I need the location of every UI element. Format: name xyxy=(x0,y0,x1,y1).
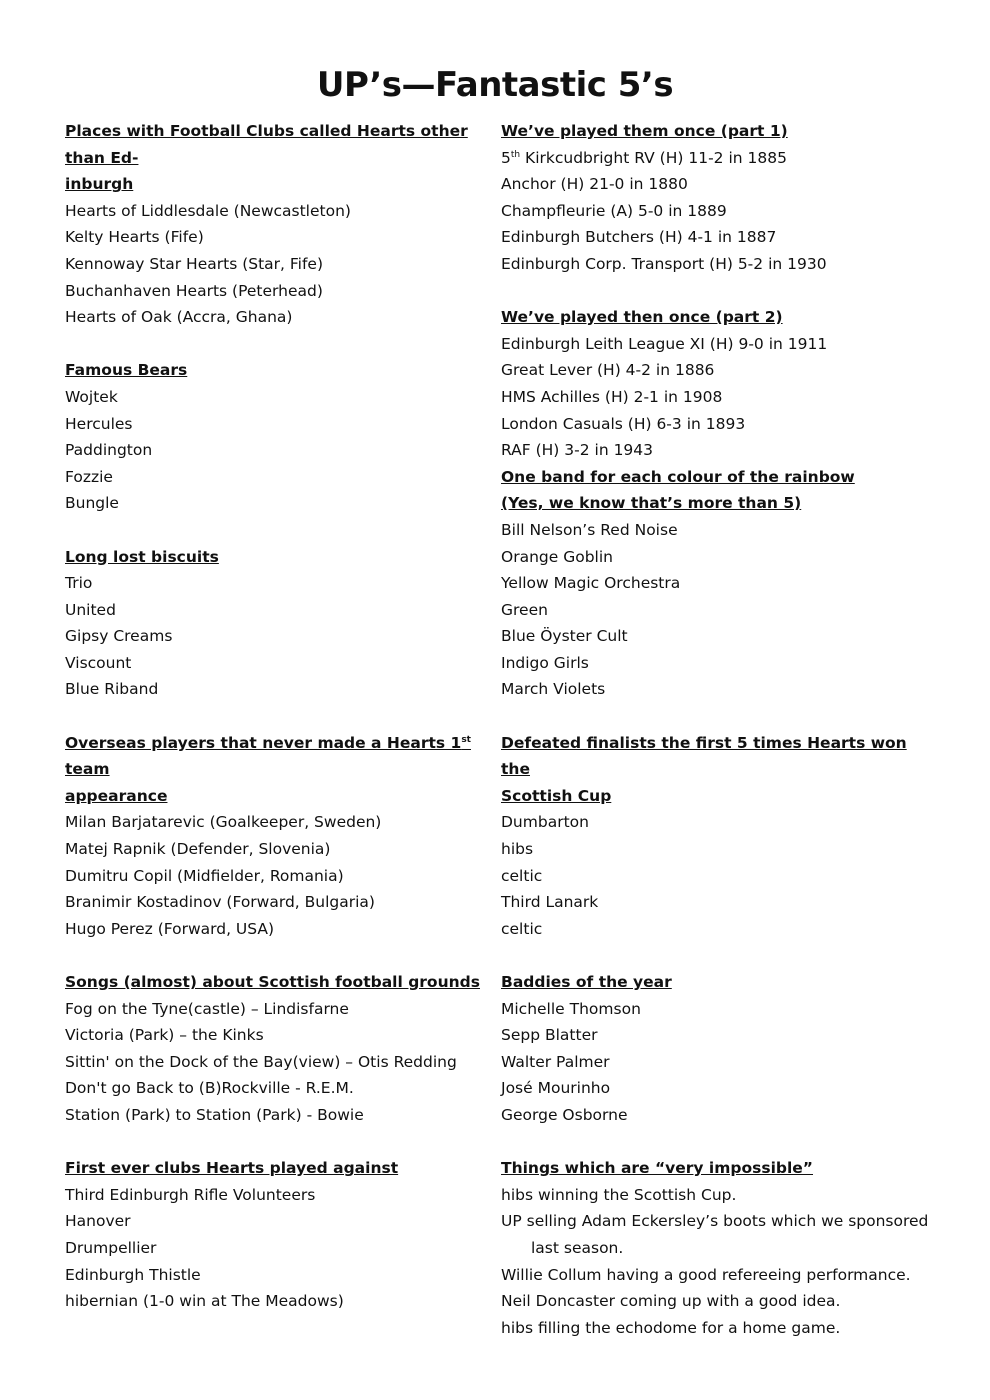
list-item: Green xyxy=(501,600,548,619)
list-item: Bungle xyxy=(65,494,119,513)
list-item: Walter Palmer xyxy=(501,1052,610,1071)
list-item: Kelty Hearts (Fife) xyxy=(65,228,204,247)
list-item: Edinburgh Corp. Transport (H) 5-2 in 1930 xyxy=(501,254,827,273)
list-item: Blue Öyster Cult xyxy=(501,627,628,646)
superscript: st xyxy=(461,734,471,745)
list-item: Bill Nelson’s Red Noise xyxy=(501,520,678,539)
section-heading: Songs (almost) about Scottish football grounds xyxy=(65,973,480,991)
list-item: Hearts of Liddlesdale (Newcastleton) xyxy=(65,201,351,220)
list-item: Hercules xyxy=(65,414,133,433)
list-item: London Casuals (H) 6-3 in 1893 xyxy=(501,414,746,433)
list-item: celtic xyxy=(501,866,543,885)
spacer xyxy=(501,703,931,730)
section-heading: Famous Bears xyxy=(65,361,188,380)
list-item: Hanover xyxy=(65,1212,131,1231)
section-played-once-2 xyxy=(501,304,931,464)
list-item: hibernian (1-0 win at The Meadows) xyxy=(65,1292,344,1311)
list-item: Dumitru Copil (Midfielder, Romania) xyxy=(65,866,344,885)
section-first-clubs xyxy=(65,1155,485,1315)
spacer xyxy=(65,1129,485,1156)
list-item: Buchanhaven Hearts (Peterhead) xyxy=(65,281,323,300)
list-item: Don't go Back to (B)Rockville - R.E.M. xyxy=(65,1079,354,1098)
list-item: José Mourinho xyxy=(501,1079,611,1098)
item-number: 5 xyxy=(501,148,511,167)
section-hearts-places xyxy=(65,118,485,331)
list-item: Willie Collum having a good refereeing performance. xyxy=(501,1265,911,1284)
spacer xyxy=(501,278,931,305)
list-item: RAF (H) 3-2 in 1943 xyxy=(501,441,654,460)
section-heading: Long lost biscuits xyxy=(65,547,219,566)
heading-text: Overseas players that never made a Hearts 1 xyxy=(65,733,462,752)
section-rainbow-bands xyxy=(501,464,931,703)
list-item: Sepp Blatter xyxy=(501,1026,598,1045)
list-item: Victoria (Park) – the Kinks xyxy=(65,1026,264,1045)
section-heading: We’ve played then once (part 2) xyxy=(501,308,783,327)
section-heading: Things which are “very impossible” xyxy=(501,1159,813,1178)
section-famous-bears xyxy=(65,357,485,517)
list-item: Milan Barjatarevic (Goalkeeper, Sweden) xyxy=(65,813,382,832)
list-item: celtic xyxy=(501,919,543,938)
spacer xyxy=(65,331,485,358)
list-item: Drumpellier xyxy=(65,1238,157,1257)
spacer xyxy=(501,942,931,969)
section-heading xyxy=(65,730,485,783)
list-item: Edinburgh Butchers (H) 4-1 in 1887 xyxy=(501,228,777,247)
spacer xyxy=(501,1129,931,1156)
section-songs xyxy=(65,969,485,1129)
list-item: Michelle Thomson xyxy=(501,999,641,1018)
section-heading: Scottish Cup xyxy=(501,786,612,805)
list-item: Dumbarton xyxy=(501,813,589,832)
superscript: th xyxy=(510,149,521,160)
section-heading: (Yes, we know that’s more than 5) xyxy=(501,494,802,513)
list-item: Champfleurie (A) 5-0 in 1889 xyxy=(501,201,727,220)
list-item: Wojtek xyxy=(65,387,118,406)
spacer xyxy=(65,517,485,544)
section-heading: Places with Football Clubs called Hearts other than Ed- xyxy=(65,122,468,167)
list-item: Gipsy Creams xyxy=(65,627,173,646)
list-item: hibs winning the Scottish Cup. xyxy=(501,1185,737,1204)
section-heading: Defeated finalists the first 5 times Hearts won the xyxy=(501,733,907,779)
spacer xyxy=(65,942,485,969)
list-item: Edinburgh Leith League XI (H) 9-0 in 1911 xyxy=(501,334,828,353)
section-defeated-finalists xyxy=(501,730,931,943)
list-item: Kennoway Star Hearts (Star, Fife) xyxy=(65,254,324,273)
section-heading: appearance xyxy=(65,786,168,805)
list-item: Fog on the Tyne(castle) – Lindisfarne xyxy=(65,999,349,1018)
list-item: George Osborne xyxy=(501,1105,628,1124)
section-heading: First ever clubs Hearts played against xyxy=(65,1159,399,1178)
list-item: hibs xyxy=(501,840,534,859)
spacer xyxy=(65,703,485,730)
list-item: Third Edinburgh Rifle Volunteers xyxy=(65,1185,316,1204)
list-item: HMS Achilles (H) 2-1 in 1908 xyxy=(501,387,723,406)
section-overseas-players xyxy=(65,730,485,943)
list-item: March Violets xyxy=(501,680,606,699)
heading-text: team xyxy=(65,760,110,779)
list-item: UP selling Adam Eckersley’s boots which we sponsored xyxy=(501,1212,929,1231)
list-item xyxy=(501,145,931,172)
list-item: Fozzie xyxy=(65,467,113,486)
list-item: United xyxy=(65,600,116,619)
list-item: Orange Goblin xyxy=(501,547,613,566)
section-heading: One band for each colour of the rainbow xyxy=(501,467,855,486)
list-item: Sittin' on the Dock of the Bay(view) – Otis Redding xyxy=(65,1052,457,1071)
section-baddies xyxy=(501,969,931,1129)
list-item: Hearts of Oak (Accra, Ghana) xyxy=(65,308,293,327)
section-heading: inburgh xyxy=(65,175,134,194)
list-item: Great Lever (H) 4-2 in 1886 xyxy=(501,361,715,380)
list-item: Neil Doncaster coming up with a good idea. xyxy=(501,1292,841,1311)
right-column xyxy=(501,118,931,1341)
list-item: Viscount xyxy=(65,653,132,672)
list-item: Branimir Kostadinov (Forward, Bulgaria) xyxy=(65,893,375,912)
list-item: Hugo Perez (Forward, USA) xyxy=(65,919,275,938)
list-item: Blue Riband xyxy=(65,680,159,699)
list-item: Matej Rapnik (Defender, Slovenia) xyxy=(65,840,331,859)
list-item: Anchor (H) 21-0 in 1880 xyxy=(501,175,688,194)
list-item: Edinburgh Thistle xyxy=(65,1265,201,1284)
list-item: Indigo Girls xyxy=(501,653,589,672)
section-very-impossible xyxy=(501,1155,931,1341)
section-heading: We’ve played them once (part 1) xyxy=(501,122,788,140)
list-item: Station (Park) to Station (Park) - Bowie xyxy=(65,1105,364,1124)
section-biscuits xyxy=(65,544,485,704)
list-item: hibs filling the echodome for a home game. xyxy=(501,1318,841,1337)
left-column xyxy=(65,118,485,1315)
list-item: Trio xyxy=(65,574,93,593)
item-text: Kirkcudbright RV (H) 11-2 in 1885 xyxy=(520,148,787,167)
list-item-continuation: last season. xyxy=(531,1238,624,1257)
section-played-once-1 xyxy=(501,118,931,278)
list-item: Third Lanark xyxy=(501,893,599,912)
list-item: Yellow Magic Orchestra xyxy=(501,574,681,593)
section-heading: Baddies of the year xyxy=(501,973,672,991)
page-title: UP’s—Fantastic 5’s xyxy=(316,65,674,105)
list-item: Paddington xyxy=(65,441,153,460)
